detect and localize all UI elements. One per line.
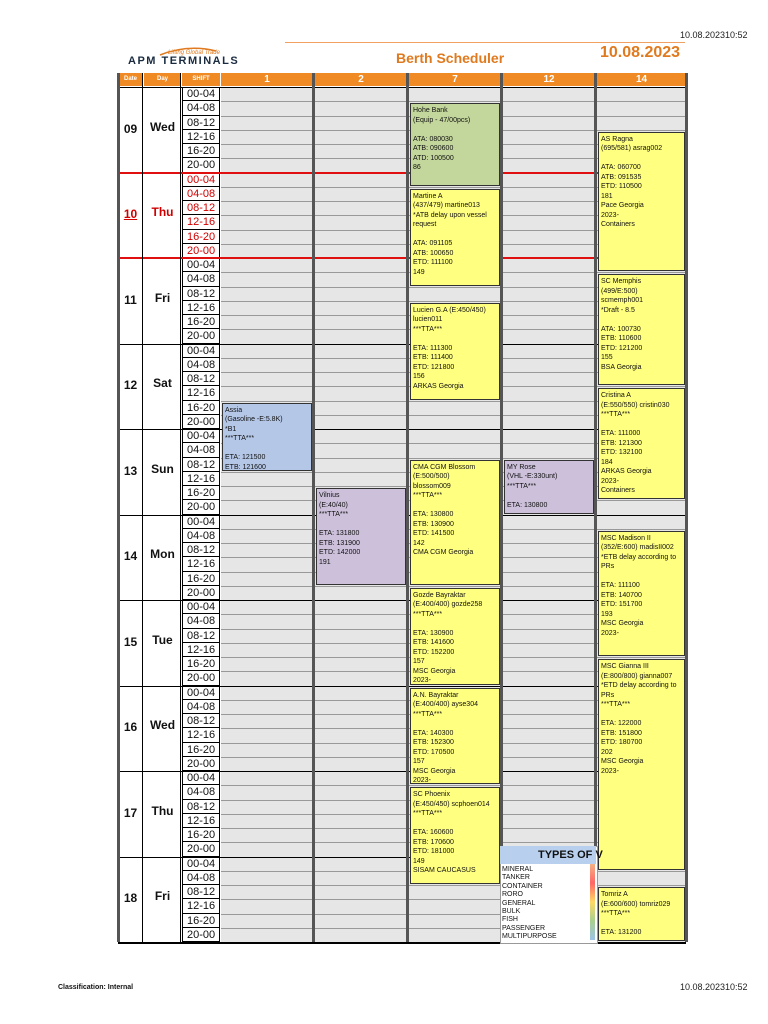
vessel-block[interactable]: SC Memphis (499/E:500) scmemph001 *Draft - 8.5 ATA: 100730 ETB: 110600 ETD: 121200 155 BSA Georgia: [598, 274, 685, 385]
shift-cell: 04-08: [182, 358, 220, 372]
shift-cell: 08-12: [182, 885, 220, 899]
vessel-block[interactable]: Hohe Bank (Equip - 47/00pcs) ATA: 080030 ATB: 090600 ATD: 100500 86: [410, 103, 500, 186]
column-divider: [312, 73, 315, 942]
vessel-types-heading: TYPES OF V: [500, 846, 596, 864]
shift-cell: 08-12: [182, 800, 220, 814]
vessel-block[interactable]: AS Ragna (695/581) asrag002 ATA: 060700 ATB: 091535 ETD: 110500 181 Pace Georgia 2023- Containers: [598, 132, 685, 272]
shift-cell: 16-20: [182, 315, 220, 329]
day-date: 12: [123, 378, 138, 393]
shift-cell: 00-04: [182, 515, 220, 529]
vessel-types-color-strip: [590, 864, 595, 940]
shift-cell: 12-16: [182, 557, 220, 571]
day-date: 17: [123, 805, 138, 820]
shift-cell: 16-20: [182, 743, 220, 757]
day-date: 10: [123, 207, 138, 222]
top-timestamp: 10.08.202310:52: [680, 30, 748, 40]
shift-cell: 08-12: [182, 116, 220, 130]
day-date: 18: [123, 891, 138, 906]
vessel-type-item: PASSENGER: [502, 924, 546, 932]
day-name: Fri: [154, 290, 171, 305]
shift-cell: 16-20: [182, 572, 220, 586]
shift-cell: 08-12: [182, 201, 220, 215]
shift-cell: 04-08: [182, 272, 220, 286]
shift-divider: [221, 101, 686, 102]
schedule-date: 10.08.2023: [600, 44, 681, 61]
logo-tagline: Lifting Global Trade: [168, 50, 220, 56]
shift-cell: 08-12: [182, 372, 220, 386]
column-divider: [117, 73, 120, 942]
shift-cell: 20-00: [182, 244, 220, 258]
shift-cell: 12-16: [182, 899, 220, 913]
vessel-block[interactable]: Cristina A (E:550/550) cristin030 ***TTA*** ETA: 111000 ETB: 121300 ETD: 132100 184 ARKAS Georgia 2023- Containers: [598, 388, 685, 499]
shift-cell: 00-04: [182, 344, 220, 358]
day-date: 14: [123, 549, 138, 564]
day-name: Wed: [149, 718, 176, 733]
day-date: 16: [123, 720, 138, 735]
day-date: 11: [124, 292, 137, 307]
day-name: Sat: [153, 376, 172, 391]
day-divider: [118, 87, 686, 88]
shift-cell: 16-20: [182, 401, 220, 415]
shift-cell: 04-08: [182, 871, 220, 885]
shift-cell: 20-00: [182, 415, 220, 429]
vessel-type-item: GENERAL: [502, 899, 536, 907]
shift-cell: 00-04: [182, 686, 220, 700]
day-date: 15: [123, 634, 138, 649]
shift-cell: 12-16: [182, 814, 220, 828]
shift-cell: 20-00: [182, 500, 220, 514]
shift-cell: 12-16: [182, 643, 220, 657]
vessel-block[interactable]: SC Phoenix (E:450/450) scphoen014 ***TTA*** ETA: 160600 ETB: 170600 ETD: 181000 149 SISAM CAUCASUS: [410, 787, 500, 884]
column-divider: [594, 73, 597, 942]
column-divider: [500, 73, 503, 942]
vessel-block[interactable]: Lucien G.A (E:450/450) lucien011 ***TTA*** ETA: 111300 ETB: 111400 ETD: 121800 156 ARKAS Georgia: [410, 303, 500, 400]
header-berth-1: 1: [221, 73, 313, 86]
shift-cell: 20-00: [182, 842, 220, 856]
column-divider: [142, 73, 143, 942]
vessel-type-item: CONTAINER: [502, 882, 543, 890]
shift-cell: 08-12: [182, 629, 220, 643]
shift-cell: 00-04: [182, 429, 220, 443]
vessel-type-item: MINERAL: [502, 866, 534, 873]
vessel-type-item: RORO: [502, 891, 523, 899]
shift-cell: 00-04: [182, 258, 220, 272]
shift-cell: 16-20: [182, 828, 220, 842]
shift-cell: 04-08: [182, 101, 220, 115]
day-name: Mon: [150, 547, 175, 562]
column-divider: [406, 73, 409, 942]
shift-cell: 12-16: [182, 215, 220, 229]
header-berth-2: 2: [315, 73, 407, 86]
shift-cell: 20-00: [182, 671, 220, 685]
header-berth-12: 12: [503, 73, 595, 86]
column-divider: [180, 73, 181, 942]
day-name: Thu: [151, 803, 174, 818]
shift-cell: 08-12: [182, 458, 220, 472]
shift-cell: 16-20: [182, 486, 220, 500]
vessel-block[interactable]: Assia (Gasoline -E:5.8K) *B1 ***TTA*** ETA: 121500 ETB: 121600: [222, 403, 312, 471]
shift-cell: 20-00: [182, 586, 220, 600]
shift-cell: 08-12: [182, 287, 220, 301]
shift-cell: 12-16: [182, 130, 220, 144]
day-date: 13: [123, 463, 138, 478]
vessel-block[interactable]: Tomriz A (E:600/600) tomriz029 ***TTA*** ETA: 131200: [598, 887, 685, 941]
page-title: Berth Scheduler: [396, 50, 505, 66]
vessel-block[interactable]: MSC Gianna III (E:800/800) gianna007 *ETD delay according to PRs ***TTA*** ETA: 122000 ETB: 151800 ETD: 180700 202 MSC Georgia 2023-: [598, 659, 685, 870]
day-name: Fri: [154, 889, 171, 904]
shift-cell: 04-08: [182, 187, 220, 201]
header-berth-14: 14: [597, 73, 686, 86]
shift-cell: 00-04: [182, 771, 220, 785]
day-name: Thu: [151, 205, 174, 220]
shift-cell: 04-08: [182, 785, 220, 799]
shift-cell: 12-16: [182, 386, 220, 400]
shift-cell: 20-00: [182, 757, 220, 771]
shift-cell: 12-16: [182, 728, 220, 742]
vessel-block[interactable]: A.N. Bayraktar (E:400/400) ayse304 ***TTA*** ETA: 140300 ETB: 152300 ETD: 170500 157 MSC Georgia 2023-: [410, 688, 500, 785]
shift-cell: 00-04: [182, 173, 220, 187]
grid-bottom-border: [118, 942, 686, 944]
column-divider: [685, 73, 688, 942]
shift-divider: [221, 885, 686, 886]
header-divider: [285, 42, 685, 43]
vessel-block[interactable]: CMA CGM Blossom (E:500/500) blossom009 ***TTA*** ETA: 130800 ETB: 130900 ETD: 141500 142 CMA CGM Georgia: [410, 460, 500, 585]
shift-cell: 04-08: [182, 529, 220, 543]
shift-cell: 12-16: [182, 301, 220, 315]
footer-classification: Classification: Internal: [58, 984, 134, 991]
vessel-block[interactable]: MY Rose (VHL -E:330unt) ***TTA*** ETA: 130800: [504, 460, 594, 514]
shift-cell: 12-16: [182, 472, 220, 486]
day-name: Sun: [151, 461, 174, 476]
shift-cell: 00-04: [182, 600, 220, 614]
logo: APM TERMINALS: [128, 55, 240, 67]
day-date: 09: [123, 121, 138, 136]
header-berth-7: 7: [409, 73, 501, 86]
shift-cell: 00-04: [182, 87, 220, 101]
shift-cell: 04-08: [182, 614, 220, 628]
shift-cell: 20-00: [182, 928, 220, 942]
shift-cell: 16-20: [182, 144, 220, 158]
shift-cell: 16-20: [182, 230, 220, 244]
shift-cell: 16-20: [182, 657, 220, 671]
day-name: Wed: [149, 119, 176, 134]
shift-cell: 20-00: [182, 329, 220, 343]
header-day: Day: [144, 73, 181, 86]
footer-timestamp: 10.08.202310:52: [680, 982, 748, 992]
header-shift: SHIFT: [182, 73, 220, 86]
vessel-block[interactable]: Gozde Bayraktar (E:400/400) gozde258 ***TTA*** ETA: 130900 ETB: 141600 ETD: 152200 157 MSC Georgia 2023-: [410, 588, 500, 685]
vessel-type-item: BULK: [502, 908, 521, 915]
vessel-block[interactable]: MSC Madison II (352/E:600) madisII002 *ETB delay according to PRs ETA: 111100 ETB: 140700 ETD: 151700 193 MSC Georgia 2023-: [598, 531, 685, 656]
vessel-type-item: TANKER: [502, 874, 530, 882]
shift-cell: 08-12: [182, 714, 220, 728]
vessel-block[interactable]: Vilnius (E:40/40) ***TTA*** ETA: 131800 ETB: 131900 ETD: 142000 191: [316, 488, 406, 585]
header-date: Date: [118, 73, 143, 86]
vessel-type-item: MULTIPURPOSE: [502, 933, 557, 941]
shift-cell: 20-00: [182, 158, 220, 172]
shift-cell: 16-20: [182, 914, 220, 928]
shift-cell: 08-12: [182, 543, 220, 557]
day-name: Tue: [152, 632, 173, 647]
shift-cell: 04-08: [182, 700, 220, 714]
vessel-type-item: FISH: [502, 916, 518, 924]
shift-cell: 00-04: [182, 857, 220, 871]
vessel-block[interactable]: Martine A (437/479) martine013 *ATB delay upon vessel request ATA: 091105 ATB: 100650 ETD: 111100 149: [410, 189, 500, 286]
shift-cell: 04-08: [182, 443, 220, 457]
